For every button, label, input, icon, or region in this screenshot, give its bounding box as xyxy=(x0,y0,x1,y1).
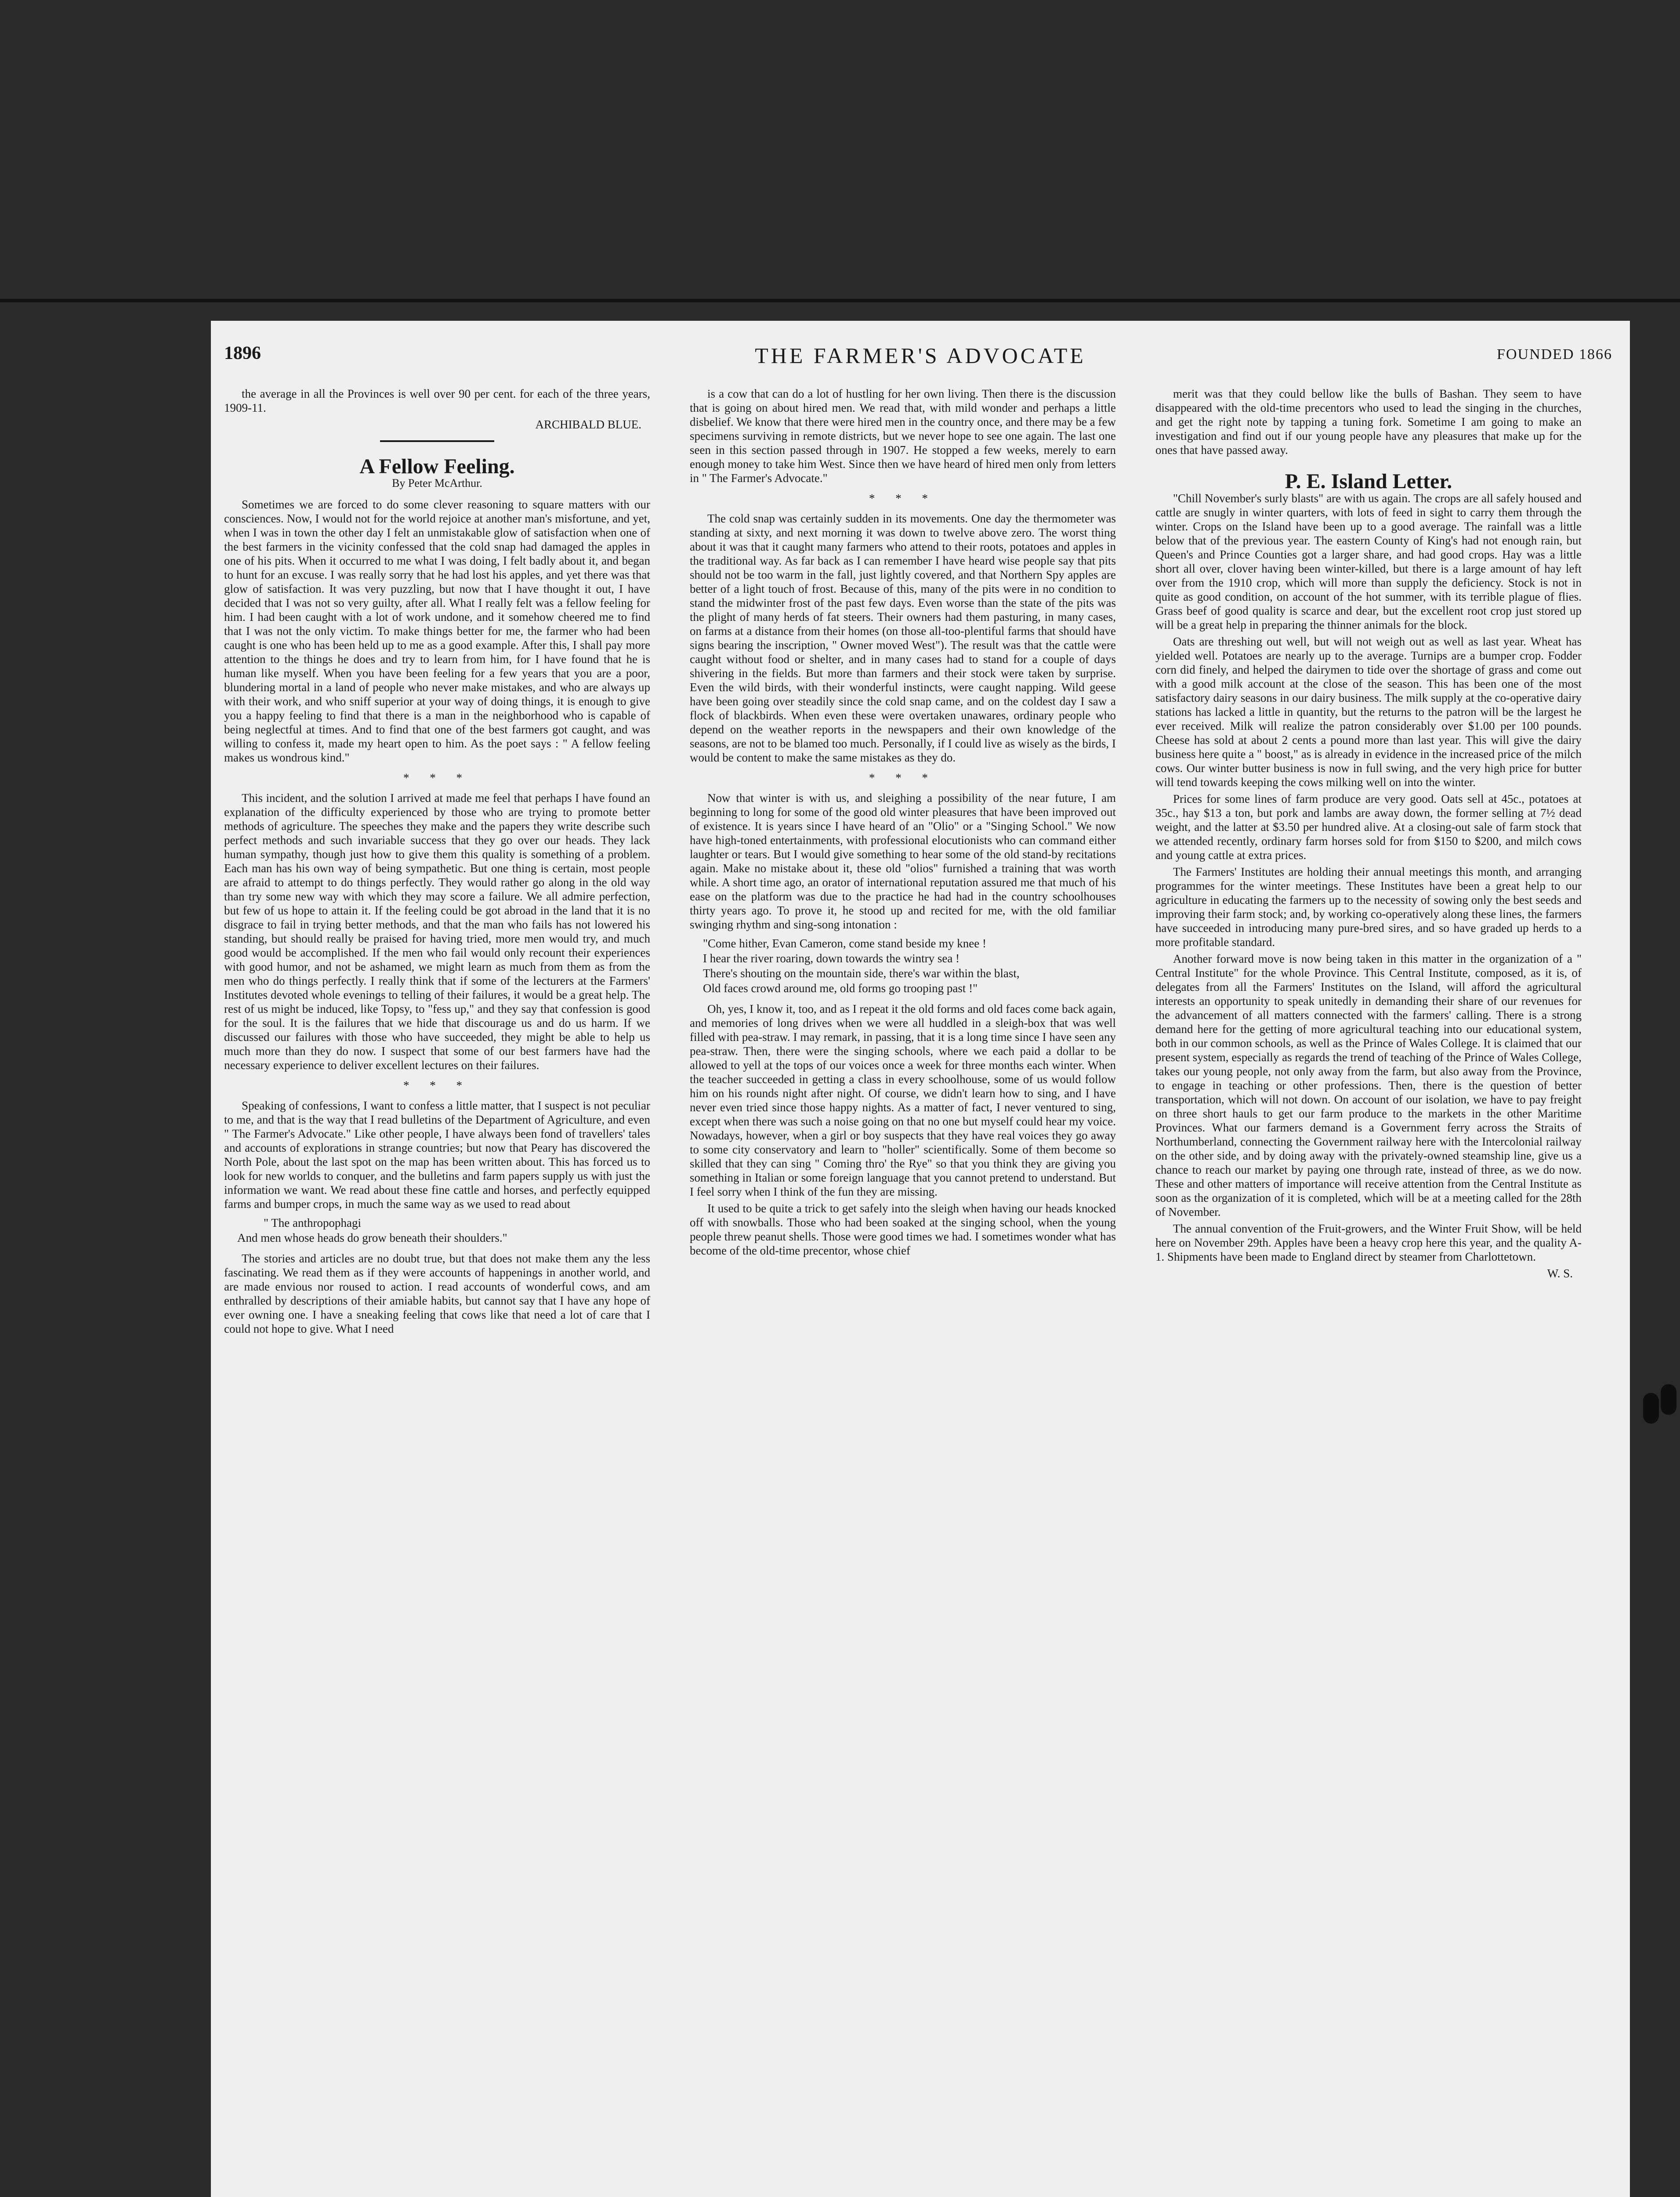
paragraph: "Chill November's surly blasts" are with us again. The crops are all safely housed and cattle are snugly in winter quarters, with lots of feed in sight to carry them through the winter. Crops on the Island have been up to a good average. The rainfall was a little below that of the previous year. The eastern County of King's had not enough rain, but Queen's and Prince Counties got a larger share, and had good crops. Hay was a little short all over, clover having been winter-killed, but there is a large amount of hay left over from the 1910 crop, which will more than supply the deficiency. Stock is not in quite as good condition, on account of the hot summer, with its terrible plague of flies. Grass beef of good quality is scarce and dear, but the excellent root crop just stored up will be a great help in preparing the thinner animals for the block. xyxy=(1155,492,1582,631)
column-3 xyxy=(1155,387,1582,1289)
verse-line: " The anthropophagi xyxy=(264,1216,361,1229)
signature: ARCHIBALD BLUE. xyxy=(535,418,641,431)
paragraph: The annual convention of the Fruit-growers, and the Winter Fruit Show, will be held here on November 29th. Apples have been a heavy crop here this year, and the quality A-1. Shipments have been made to England direct by steamer from Charlottetown. xyxy=(1155,1222,1582,1263)
section-break: * * * xyxy=(403,1079,471,1092)
binding-hole xyxy=(1643,1393,1659,1424)
article-title: A Fellow Feeling. xyxy=(359,455,515,478)
byline: By Peter McArthur. xyxy=(392,477,482,489)
scan-border xyxy=(0,299,1680,302)
paragraph: The cold snap was certainly sudden in its movements. One day the thermometer was standing at sixty, and next morning it was down to twelve above zero. The worst thing about it was that it caught many farmers who attend to their roots, potatoes and apples in the traditional way. As far back as I can remember I have heard wise people say that pits should not be too warm in the fall, just lightly covered, and that Northern Spy apples are better of a light touch of frost. Because of this, many of the pits were in no condition to stand the midwinter frost of the past few days. Even worse than the state of the pits was the plight of many herds of fat steers. Their owners had them pasturing, in many cases, on farms at a distance from their homes (on those all-too-plentiful farms that should have signs bearing the inscription, " Owner moved West"). The result was that the cattle were caught without food or shelter, and in many cases had to stand for a couple of days shivering in the fields. But more than farmers and their stock were taken by surprise. Even the wild birds, with their wonderful instincts, were caught napping. Wild geese have been going over steadily since the cold snap came, and on the coldest day I saw a flock of blackbirds. When even these were overtaken unawares, ordinary people who depend on the weather reports in the newspapers and their own knowledge of the seasons, are not to be blamed too much. Personally, if I could live as wisely as the birds, I would be content to make the same mistakes as they do. xyxy=(690,512,1116,764)
paragraph: It used to be quite a trick to get safely into the sleigh when having our heads knocked off with snowballs. Those who had been soaked at the singing school, when the young people threw peanut shells. Those were good times we had. I sometimes wonder what has become of the old-time precentor, whose chief xyxy=(690,1202,1116,1257)
paragraph: the average in all the Provinces is well over 90 per cent. for each of the three years, 1909-11. xyxy=(224,387,650,414)
paragraph: is a cow that can do a lot of hustling for her own living. Then there is the discussion that is going on about hired men. We read that, with mild wonder and perhaps a little disbelief. We know that there were hired men in the country once, and there may be a few specimens surviving in remote districts, but we never hope to see one again. The last one seen in this section passed through in 1907. He stopped a few weeks, merely to earn enough money to take him West. Since then we have heard of hired men only from letters in " The Farmer's Advocate." xyxy=(690,387,1116,485)
page-number: 1896 xyxy=(224,343,261,363)
paragraph: The stories and articles are no doubt true, but that does not make them any the less fascinating. We read them as if they were accounts of happenings in another world, and are made envious nor roused to action. I read accounts of wonderful cows, and am enthralled by descriptions of their amiable habits, but cannot say that I have any hope of ever owning one. I have a sneaking feeling that cows like that need a lot of care that I could not hope to give. What I need xyxy=(224,1252,650,1335)
paragraph: Oh, yes, I know it, too, and as I repeat it the old forms and old faces come back again, and memories of long drives when we were all huddled in a sleigh-box that was well filled with pea-straw. I may remark, in passing, that it is a long time since I have seen any pea-straw. Then, there were the singing schools, where we each paid a dollar to be allowed to yell at the tops of our voices once a week for three months each winter. When the teacher succeeded in getting a class in every schoolhouse, some of us would follow him on his rounds night after night. Of course, we didn't learn how to sing, and I have never even tried since those happy nights. As a matter of fact, I never ventured to sing, except when there was such a noise going on that no one but myself could hear my voice. Nowadays, however, when a girl or boy suspects that they have real voices they go away to some city conservatory and learn to "holler" scientifically. Some of them become so skilled that they can sing " Coming thro' the Rye" so that you think they are giving you something in Italian or some foreign language that you cannot pretend to understand. But I feel sorry when I think of the fun they are missing. xyxy=(690,1002,1116,1198)
column-2 xyxy=(690,387,1116,1260)
section-break: * * * xyxy=(403,771,471,784)
section-break: * * * xyxy=(869,771,937,784)
article-title: P. E. Island Letter. xyxy=(1285,470,1452,493)
verse-line: I hear the river roaring, down towards the wintry sea ! xyxy=(703,952,960,965)
verse-line: Old faces crowd around me, old forms go trooping past !" xyxy=(703,982,978,995)
section-break: * * * xyxy=(869,492,937,505)
column-1 xyxy=(224,387,650,1338)
paragraph: The Farmers' Institutes are holding their annual meetings this month, and arranging programmes for the winter meetings. These Institutes have been a great help to our agriculture in educating the farmers up to the necessity of sowing only the best seeds and improving their farm stock; and, by working co-operatively along these lines, the farmers have succeeded in introducing many pure-bred sires, and so have graded up herds to a more profitable standard. xyxy=(1155,865,1582,949)
paragraph: merit was that they could bellow like the bulls of Bashan. They seem to have disappeared with the old-time precentors who used to lead the singing in the churches, and get the right note by tapping a tuning fork. Sometime I am going to make an investigation and find out if our young people have any pleasures that make up for the ones that have passed away. xyxy=(1155,387,1582,457)
paragraph: Prices for some lines of farm produce are very good. Oats sell at 45c., potatoes at 35c., hay $13 a ton, but pork and lambs are away down, the former selling at 7½ dead weight, and the latter at $3.50 per hundred alive. At a closing-out sale of farm stock that we attended recently, ordinary farm horses sold for from $150 to $200, and milch cows and young cattle at extra prices. xyxy=(1155,792,1582,862)
paragraph: Sometimes we are forced to do some clever reasoning to square matters with our consciences. Now, I would not for the world rejoice at another man's misfortune, and yet, when I was in town the other day I felt an unmistakable glow of satisfaction when one of the best farmers in the vicinity confessed that the cold snap had damaged the apples in one of his pits. When it occurred to me what I was doing, I felt badly about it, and began to hunt for an excuse. I was really sorry that he had lost his apples, and yet there was that glow of satisfaction. It was very puzzling, but now that I have thought it out, I have decided that I was not so very guilty, after all. What I really felt was a fellow feeling for him. I had been caught with a lot of work undone, and it somehow cheered me to find that I was not the only victim. To make things better for me, the farmer who had been caught is one who has been held up to me as a good example. After this, I shall pay more attention to the things he does and try to learn from him, for I have found that he is human like myself. When you have been feeling for a few years that you are a poor, blundering mortal in a land of people who never make mistakes, and who are always up with their work, and who sniff superior at your way of doing things, it is enough to give you a happy feeling to find that there is a man in the neighborhood who is capable of being neglectful at times. And to find that one of the best farmers got caught, and was willing to confess it, made my heart open to him. As the poet says : " A fellow feeling makes us wondrous kind." xyxy=(224,498,650,764)
signature: W. S. xyxy=(1547,1267,1573,1280)
quotation xyxy=(703,936,1116,996)
paragraph: Oats are threshing out well, but will not weigh out as well as last year. Wheat has yielded well. Potatoes are nearly up to the average. Turnips are a bumper crop. Fodder corn did finely, and helped the dairymen to tide over the shortage of grass and come out with a good milk account at the close of the season. This has been one of the most satisfactory dairy seasons in our dairy business. The milk supply at the co-operative dairy stations has lacked a little in quantity, but the returns to the patron will be the largest he ever received. Milk will realize the patron considerably over $1.00 per 100 pounds. Cheese has sold at about 2 cents a pound more than last year. This will give the dairy business here quite a " boost," as is already in evidence in the increased price of the milch cows. Our winter butter business is now in full swing, and the very high price for butter will tend towards keeping the cows milking well on into the winter. xyxy=(1155,635,1582,789)
divider xyxy=(380,440,494,442)
paragraph: Now that winter is with us, and sleighing a possibility of the near future, I am beginning to long for some of the good old winter pleasures that have been improved out of existence. It is years since I have heard of an "Olio" or a "Singing School." We now have high-toned entertainments, with professional elocutionists who can command either laughter or tears. But I would give something to hear some of the old stand-by recitations again. Make no mistake about it, these old "olios" furnished a training that was worth while. A short time ago, an orator of international reputation assured me that much of his ease on the platform was due to the practice he had had in the country schoolhouses thirty years ago. To prove it, he stood up and recited for me, with the old familiar swinging rhythm and sing-song intonation : xyxy=(690,791,1116,931)
paragraph: This incident, and the solution I arrived at made me feel that perhaps I have found an explanation of the difficulty experienced by those who are trying to promote better methods of agriculture. The speeches they make and the papers they write describe such perfect methods and such invariable success that they go over our heads. They lack human sympathy, though just how to give them this quality is something of a problem. Each man has his own way of being sympathetic. But one thing is certain, most people are afraid to attempt to do things perfectly. They would rather go along in the old way than try some new way with which they may score a failure. We all admire perfection, but few of us hope to attain it. If the feeling could be got abroad in the land that it is no disgrace to fail in trying better methods, and that the man who fails has not lowered his standing, but should really be praised for having tried, more men would try, and much good would be accomplished. If the men who fail would only recount their experiences with good humor, and not be ashamed, we might learn as much from them as from the men who do things perfectly. I really think that if some of the lecturers at the Farmers' Institutes devoted whole evenings to telling of their failures, it would be a great help. The rest of us might be induced, like Topsy, to "fess up," and they say that confession is good for the soul. It is the failures that we hide that discourage us and do us harm. If we discussed our failures with those who have succeeded, they might be able to help us much more than they do now. I suspect that some of our best farmers have had the necessary experience to deliver excellent lectures on their failures. xyxy=(224,791,650,1072)
verse-line: And men whose heads do grow beneath their shoulders." xyxy=(237,1231,507,1244)
paragraph: Another forward move is now being taken in this matter in the organization of a " Central Institute" for the whole Province. This Central Institute, composed, as it is, of delegates from all the Farmers' Institutes on the Island, will afford the agricultural interests an opportunity to speak unitedly in demanding their share of our revenues for the advancement of all matters connected with the farmers' calling. There is a strong demand here for the getting of more agricultural teaching into our educational system, both in our common schools, as well as the Prince of Wales College. It is claimed that our present system, especially as regards the trend of teaching of the Prince of Wales College, takes our young people, not only away from the farm, but also away from the Province, to engage in teaching or other professions. Then, there is the question of better transportation, which will not down. On account of our isolation, we have to pay freight on three short hauls to get our farm produce to the markets in the other Maritime Provinces. What our farmers demand is a Government ferry across the Straits of Northumberland, connecting the Government railway here with the Intercolonial railway on the other side, and by doing away with the privately-owned steamship line, give us a chance to reach our market by paying one through rate, instead of three, as we do now. These and other matters of importance will receive attention from the Central Institute as soon as the organization of it is completed, which will be at a meeting called for the 28th of November. xyxy=(1155,952,1582,1218)
paragraph: Speaking of confessions, I want to confess a little matter, that I suspect is not peculiar to me, and that is the way that I read bulletins of the Department of Agriculture, and even " The Farmer's Advocate." Like other people, I have always been fond of travellers' tales and accounts of explorations in strange countries; but now that Peary has discovered the North Pole, about the last spot on the map has been written about. This has forced us to look for new worlds to conquer, and the bulletins and farm papers supply us with just the information we want. We read about these fine cattle and horses, and perfectly equipped farms and bumper crops, in much the same way as we used to read about xyxy=(224,1099,650,1211)
verse-line: There's shouting on the mountain side, there's war within the blast, xyxy=(703,967,1020,980)
masthead: THE FARMER'S ADVOCATE xyxy=(755,343,1086,368)
page-header xyxy=(211,343,1630,378)
founded-note: FOUNDED 1866 xyxy=(1497,346,1612,363)
newspaper-page xyxy=(211,321,1630,2197)
quotation xyxy=(237,1215,650,1245)
verse-line: "Come hither, Evan Cameron, come stand beside my knee ! xyxy=(703,937,987,950)
binding-hole xyxy=(1661,1384,1676,1415)
